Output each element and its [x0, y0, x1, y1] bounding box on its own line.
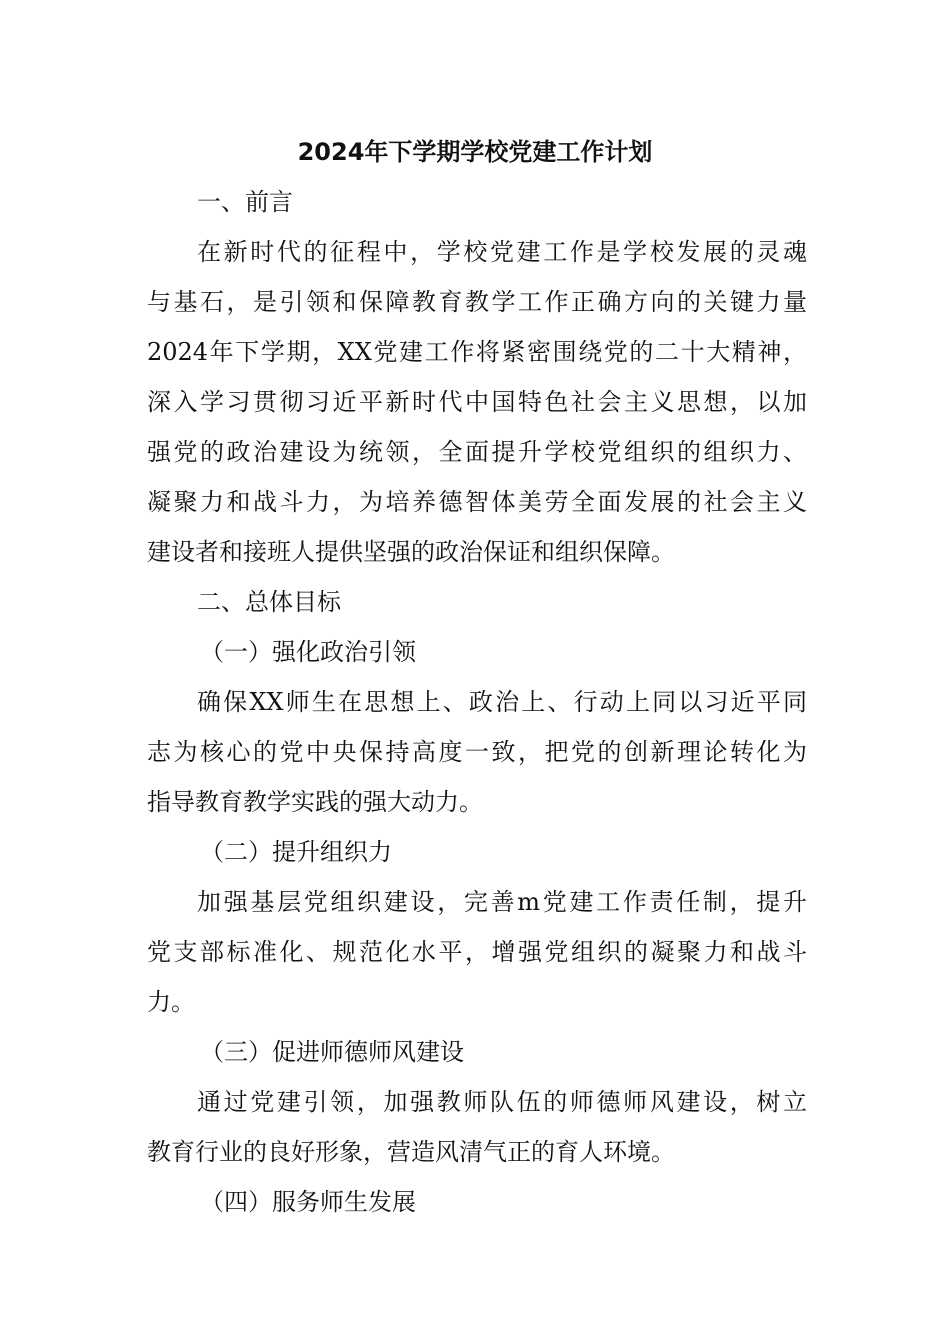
paragraph-line: 强党的政治建设为统领，全面提升学校党组织的组织力、: [147, 438, 807, 466]
subsection-heading: （一）强化政治引领: [200, 638, 416, 666]
paragraph-line: 在新时代的征程中，学校党建工作是学校发展的灵魂: [197, 238, 807, 266]
paragraph-line: 志为核心的党中央保持高度一致，把党的创新理论转化为: [147, 738, 807, 766]
paragraph-line: 通过党建引领，加强教师队伍的师德师风建设，树立: [197, 1088, 807, 1116]
paragraph-line: 力。: [147, 988, 195, 1016]
section-heading-preface: 一、前言: [197, 188, 293, 216]
paragraph-line: 与基石，是引领和保障教育教学工作正确方向的关键力量: [147, 288, 807, 316]
paragraph-line: 凝聚力和战斗力，为培养德智体美劳全面发展的社会主义: [147, 488, 807, 516]
paragraph-line: 指导教育教学实践的强大动力。: [147, 788, 483, 816]
section-heading-goals: 二、总体目标: [197, 588, 341, 616]
paragraph-line: 2024年下学期，XX党建工作将紧密围绕党的二十大精神，: [147, 338, 807, 366]
paragraph-line: 教育行业的良好形象，营造风清气正的育人环境。: [147, 1138, 675, 1166]
document-title: 2024年下学期学校党建工作计划: [297, 138, 653, 166]
subsection-heading: （四）服务师生发展: [200, 1188, 416, 1216]
paragraph-line: 深入学习贯彻习近平新时代中国特色社会主义思想，以加: [147, 388, 807, 416]
subsection-heading: （三）促进师德师风建设: [200, 1038, 464, 1066]
paragraph-line: 党支部标准化、规范化水平，增强党组织的凝聚力和战斗: [147, 938, 807, 966]
paragraph-line: 确保XX师生在思想上、政治上、行动上同以习近平同: [197, 688, 807, 716]
paragraph-line: 建设者和接班人提供坚强的政治保证和组织保障。: [147, 538, 675, 566]
paragraph-line: 加强基层党组织建设，完善m党建工作责任制，提升: [197, 888, 807, 916]
subsection-heading: （二）提升组织力: [200, 838, 392, 866]
